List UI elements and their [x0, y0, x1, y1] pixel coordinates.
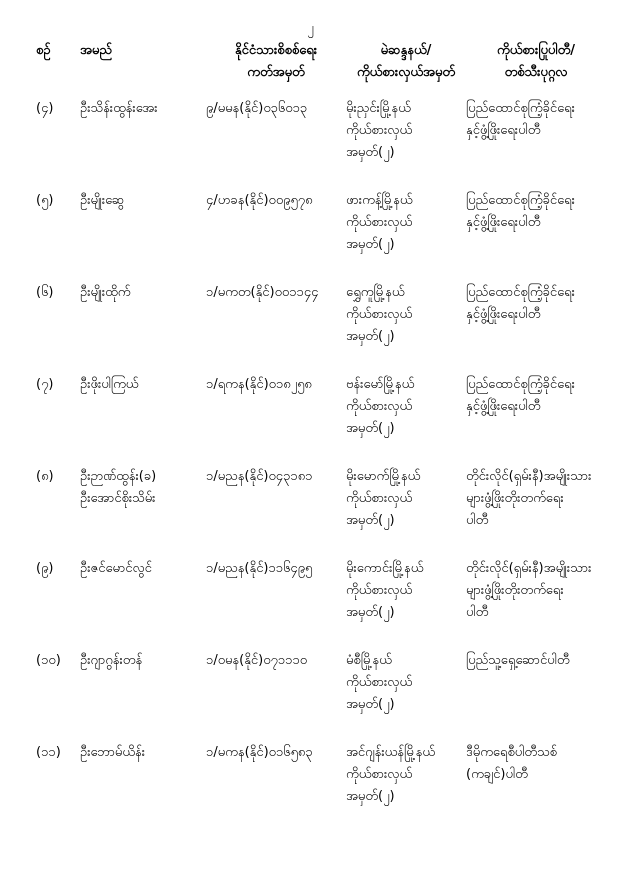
row-name: ဦးဉာဏ်ထွန်း(ခ) ဦးအောင်စိုးသိမ်း: [80, 469, 157, 506]
row-nrc: ၁/မကတ(နိုင်)၀၀၁၁၄၄: [206, 285, 319, 300]
row-name: ဦးမျိုးထိုက်: [80, 285, 131, 300]
row-no: (၁၁): [36, 745, 61, 760]
table-header: [36, 40, 606, 98]
row-constituency: မိုးကောင်းမြို့နယ် ကိုယ်စားလှယ် အမှတ်(၂): [346, 561, 424, 620]
header-nrc: နိုင်ငံသားစိစစ်ရေး ကတ်အမှတ်: [234, 43, 318, 80]
row-no: (၁၀): [36, 653, 61, 668]
row-constituency: မံစီမြို့နယ် ကိုယ်စားလှယ် အမှတ်(၂): [346, 653, 413, 712]
row-name: ဦးဂျာဂွန်းတန်: [80, 653, 143, 668]
table-row: [36, 558, 606, 650]
row-constituency: ရွှေကူမြို့နယ် ကိုယ်စားလှယ် အမှတ်(၂): [346, 285, 413, 344]
row-nrc: ၁/မကန(နိုင်)၀၁၆၅၈၃: [206, 745, 313, 760]
row-party: ပြည်ထောင်စုကြံ့ခိုင်ရေး နှင့်ဖွံ့ဖြိုးရေးပါတီ: [466, 193, 575, 230]
row-constituency: မိုးမောက်မြို့နယ် ကိုယ်စားလှယ် အမှတ်(၂): [346, 469, 421, 528]
table-row: [36, 374, 606, 466]
row-party: ပြည်ထောင်စုကြံ့ခိုင်ရေး နှင့်ဖွံ့ဖြိုးရေးပါတီ: [466, 101, 575, 138]
table-row: [36, 190, 606, 282]
row-constituency: မိုးညှင်းမြို့နယ် ကိုယ်စားလှယ် အမှတ်(၂): [346, 101, 413, 160]
page-number: ၂: [307, 21, 314, 36]
row-name: ဦးဇင်မောင်လွင်: [80, 561, 152, 576]
row-nrc: ၁/မညန(နိုင်)၁၁၆၄၉၅: [206, 561, 313, 576]
row-party: တိုင်းလိုင်(ရှမ်းနီ)အမျိုးသား များဖွံ့ဖြိုးတိုးတက်ရေး ပါတီ: [466, 561, 592, 620]
table-row: [36, 282, 606, 374]
row-no: (၉): [36, 561, 54, 576]
table-row: [36, 98, 606, 190]
candidate-table: [36, 40, 606, 834]
row-constituency: ဖားကန့်မြို့နယ် ကိုယ်စားလှယ် အမှတ်(၂): [346, 193, 413, 252]
table-row: [36, 650, 606, 742]
row-party: ဒီမိုကရေစီပါတီသစ် (ကချင်)ပါတီ: [466, 745, 557, 782]
row-no: (၄): [36, 101, 54, 116]
table-row: [36, 466, 606, 558]
table-row: [36, 742, 606, 834]
table-body: [36, 98, 606, 834]
row-no: (၈): [36, 469, 54, 484]
row-no: (၆): [36, 285, 54, 300]
header-party: ကိုယ်စားပြုပါတီ/ တစ်သီးပုဂ္ဂလ: [497, 43, 575, 80]
row-party: ပြည်သူ့ရှေ့ဆောင်ပါတီ: [466, 653, 570, 668]
row-name: ဦးသိန်းထွန်းအေး: [80, 101, 158, 116]
row-party: ပြည်ထောင်စုကြံ့ခိုင်ရေး နှင့်ဖွံ့ဖြိုးရေးပါတီ: [466, 377, 575, 414]
row-party: ပြည်ထောင်စုကြံ့ခိုင်ရေး နှင့်ဖွံ့ဖြိုးရေးပါတီ: [466, 285, 575, 322]
row-name: ဦးဘောမ်ယိန်း: [80, 745, 145, 760]
row-nrc: ၄/ဟခန(နိုင်)၀၀၉၅၇၈: [206, 193, 313, 208]
row-nrc: ၁/ဝမန(နိုင်)၀၇၁၁၁၀: [206, 653, 308, 668]
row-constituency: ဗန်းမော်မြို့နယ် ကိုယ်စားလှယ် အမှတ်(၂): [346, 377, 415, 436]
row-party: တိုင်းလိုင်(ရှမ်းနီ)အမျိုးသား များဖွံ့ဖြိုးတိုးတက်ရေး ပါတီ: [466, 469, 592, 528]
row-nrc: ၁/ရကန(နိုင်)၀၁၈၂၅၈: [206, 377, 312, 392]
row-nrc: ၉/မမန(နိုင်)၀၃၆၀၁၃: [206, 101, 308, 116]
row-no: (၇): [36, 377, 54, 392]
row-name: ဦးမျိုးဆွေ: [80, 193, 125, 208]
row-name: ဦးဖိုးပါကြယ်: [80, 377, 139, 392]
header-name: အမည်: [80, 43, 112, 58]
row-nrc: ၁/မညန(နိုင်)၀၄၃၁၈၁: [206, 469, 313, 484]
row-constituency: အင်ဂျန်းယန်မြို့နယ် ကိုယ်စားလှယ် အမှတ်(၂): [346, 745, 435, 804]
header-no: စဉ်: [36, 43, 51, 58]
header-row: [36, 40, 606, 98]
header-constituency: မဲဆန္ဒနယ်/ ကိုယ်စားလှယ်အမှတ်: [356, 43, 456, 80]
row-no: (၅): [36, 193, 54, 208]
